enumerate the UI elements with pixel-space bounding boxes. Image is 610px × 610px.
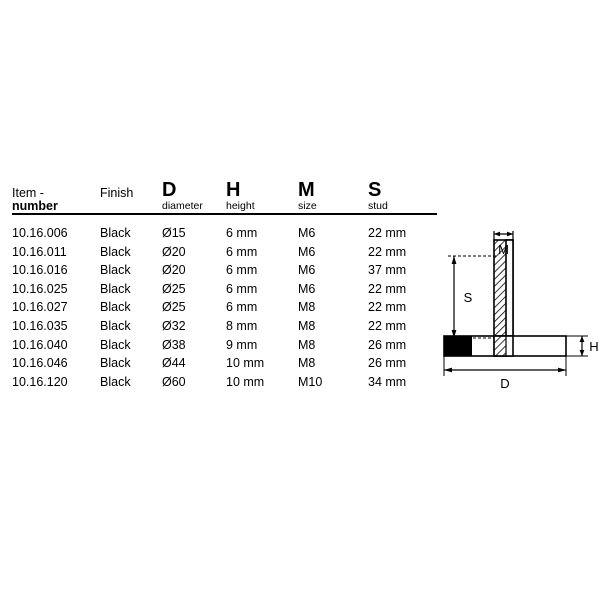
cell-item: 10.16.006 <box>12 226 68 240</box>
cell-d: Ø25 <box>162 300 186 315</box>
cell-d: Ø32 <box>162 318 186 333</box>
cell-m: M6 <box>298 226 316 240</box>
cell-d: Ø38 <box>162 337 186 352</box>
cell-h: 6 mm <box>226 300 258 315</box>
header-h: H <box>226 179 241 201</box>
table-row <box>12 298 437 317</box>
cell-finish: Black <box>100 300 131 315</box>
cell-item: 10.16.027 <box>12 300 68 315</box>
cell-m: M8 <box>298 318 316 333</box>
header-item-line2: number <box>12 199 58 213</box>
table-row <box>12 243 437 262</box>
table-row <box>12 280 437 299</box>
drawing-label-h: H <box>589 339 599 354</box>
header-s: S <box>368 179 382 201</box>
cell-d: Ø60 <box>162 374 186 389</box>
cell-m: M6 <box>298 244 316 259</box>
cell-h: 9 mm <box>226 337 258 352</box>
cell-h: 6 mm <box>226 281 258 296</box>
cell-h: 10 mm <box>226 356 265 371</box>
cell-finish: Black <box>100 356 131 371</box>
cell-item: 10.16.016 <box>12 263 68 278</box>
cell-s: 22 mm <box>368 226 407 240</box>
cell-s: 22 mm <box>368 300 407 315</box>
table-row <box>12 261 437 280</box>
table-header-row-main <box>12 180 437 200</box>
cell-s: 26 mm <box>368 337 407 352</box>
cell-h: 8 mm <box>226 318 258 333</box>
header-item-line1: Item - <box>12 186 44 200</box>
header-m: M <box>298 179 315 201</box>
drawing-label-m: M <box>498 242 509 257</box>
cell-item: 10.16.011 <box>12 244 67 259</box>
table-row <box>12 373 437 392</box>
cell-finish: Black <box>100 337 131 352</box>
cell-finish: Black <box>100 226 131 240</box>
table-row <box>12 354 437 373</box>
specification-table-container <box>12 180 437 391</box>
header-d-sub: diameter <box>162 200 203 212</box>
cell-s: 37 mm <box>368 263 407 278</box>
specification-table <box>12 180 437 391</box>
cell-s: 22 mm <box>368 244 407 259</box>
cell-h: 6 mm <box>226 263 258 278</box>
cell-m: M6 <box>298 281 316 296</box>
cell-finish: Black <box>100 374 131 389</box>
cell-d: Ø15 <box>162 226 186 240</box>
drawing-label-d: D <box>500 376 510 391</box>
cell-finish: Black <box>100 318 131 333</box>
header-s-sub: stud <box>368 200 388 212</box>
divider-gap <box>12 215 437 224</box>
cell-item: 10.16.040 <box>12 337 68 352</box>
cell-d: Ø44 <box>162 356 186 371</box>
cell-m: M8 <box>298 337 316 352</box>
header-finish: Finish <box>100 186 134 200</box>
cell-h: 6 mm <box>226 244 258 259</box>
cell-item: 10.16.025 <box>12 281 68 296</box>
cell-s: 22 mm <box>368 281 407 296</box>
cell-h: 6 mm <box>226 226 258 240</box>
cell-d: Ø25 <box>162 281 186 296</box>
table-row <box>12 317 437 336</box>
drawing-label-s: S <box>463 290 473 305</box>
cell-h: 10 mm <box>226 374 265 389</box>
cell-item: 10.16.035 <box>12 318 68 333</box>
cell-s: 34 mm <box>368 374 407 389</box>
divider-gap-row <box>12 215 437 224</box>
cell-d: Ø20 <box>162 263 186 278</box>
table-header-row-sub <box>12 200 437 213</box>
table-row <box>12 336 437 355</box>
cell-item: 10.16.120 <box>12 374 68 389</box>
cell-m: M8 <box>298 300 316 315</box>
cell-item: 10.16.046 <box>12 356 68 371</box>
table-body <box>12 224 437 391</box>
header-h-sub: height <box>226 200 255 212</box>
cell-finish: Black <box>100 244 131 259</box>
cell-finish: Black <box>100 281 131 296</box>
header-m-sub: size <box>298 200 317 212</box>
cell-d: Ø20 <box>162 244 186 259</box>
table-row <box>12 224 437 243</box>
cell-s: 26 mm <box>368 356 407 371</box>
header-finish-sub <box>100 200 162 213</box>
cell-s: 22 mm <box>368 318 407 333</box>
cell-m: M6 <box>298 263 316 278</box>
cell-m: M8 <box>298 356 316 371</box>
header-d: D <box>162 179 177 201</box>
cell-m: M10 <box>298 374 323 389</box>
product-dimension-drawing <box>432 228 604 400</box>
cell-finish: Black <box>100 263 131 278</box>
